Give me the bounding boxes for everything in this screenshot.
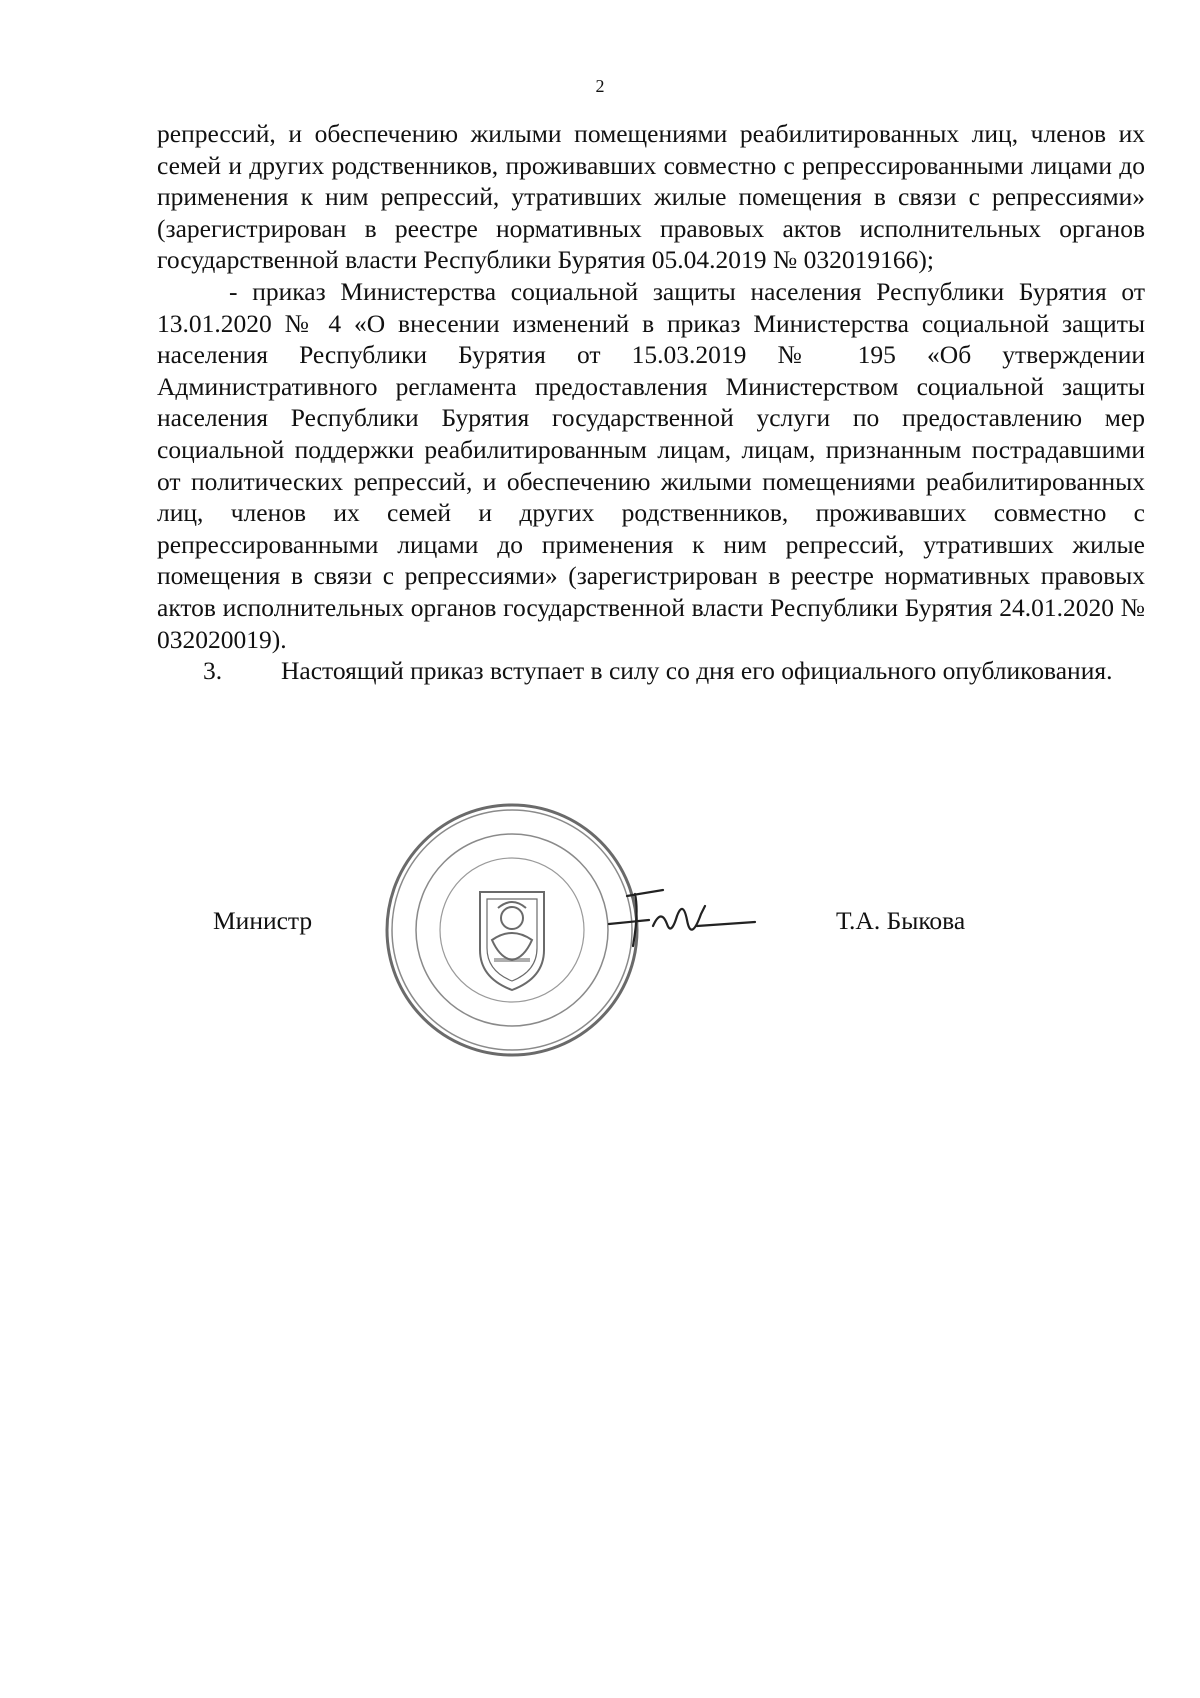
clause-number: 3.	[203, 656, 223, 686]
signatory-title: Министр	[213, 906, 313, 935]
handwritten-signature	[605, 880, 765, 960]
paragraph-continuation: репрессий, и обеспечению жилыми помещениями реабилитированных лиц, членов их семей и других родственников, проживавших совместно с репрессированными лицами до применения к ним репрессий, утративших жилые помещения в связи с репрессиями» (зарегистрирован в реестре нормативных правовых актов исполнительных органов государственной власти Республики Бурятия 05.04.2019 № 032019166);	[157, 119, 1145, 275]
paragraph-list-item: - приказ Министерства социальной защиты населения Республики Бурятия от 13.01.2020 № 4 «О внесении изменений в приказ Министерства социальной защиты населения Республики Бурятия от 15.03.2019 № 195 «Об утверждении Административного регламента предоставления Министерством социальной защиты населения Республики Бурятия государственной услуги по предоставлению мер социальной поддержки реабилитированным лицам, лицам, признанным пострадавшими от политических репрессий, и обеспечению жилыми помещениями реабилитированных лиц, членов их семей и других родственников, проживавших совместно с репрессированными лицами до применения к ним репрессий, утративших жилые помещения в связи с репрессиями» (зарегистрирован в реестре нормативных правовых актов исполнительных органов государственной власти Республики Бурятия 24.01.2020 № 032020019).	[157, 276, 1145, 654]
signature-block	[0, 800, 1200, 1080]
clause-text: Настоящий приказ вступает в силу со дня его официального опубликования.	[281, 656, 1113, 686]
page-number: 2	[595, 76, 605, 96]
document-body	[157, 118, 1145, 687]
clause-3	[157, 655, 1145, 687]
official-seal-stamp	[382, 800, 642, 1060]
signatory-name: Т.А. Быкова	[836, 906, 966, 935]
